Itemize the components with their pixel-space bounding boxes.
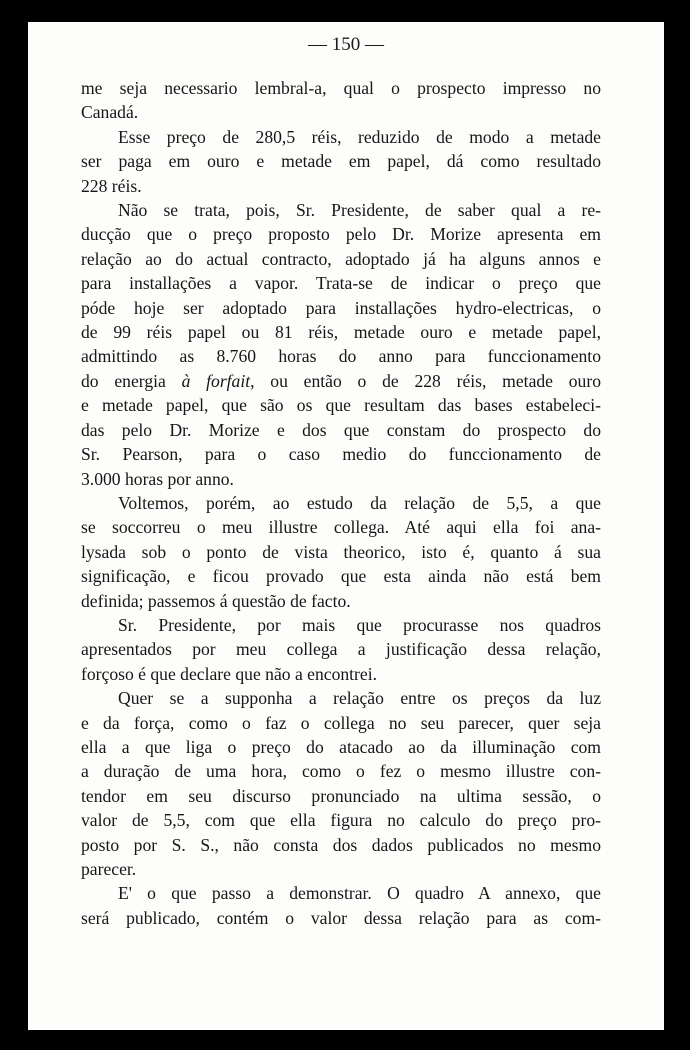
text-line: Esse preço de 280,5 réis, reduzido de modo a metade [118,126,601,147]
text-line: de 99 réis papel ou 81 réis, metade ouro e metade papel, [81,322,601,343]
italic-phrase: à forfait [181,370,251,391]
text-line: parecer. [81,859,137,879]
paragraph [81,491,601,613]
text-line: E' o que passo a demonstrar. O quadro A annexo, que [118,883,601,904]
text-line: posto por S. S., não consta dos dados publicados no mesmo [81,834,601,855]
text-line: e metade papel, que são os que resultam das bases estabeleci- [81,395,601,416]
text-line: me seja necessario lembral-a, qual o prospecto impresso no [81,78,601,98]
page-number: — 150 — [308,34,384,55]
text-line: ducção que o preço proposto pelo Dr. Morize apresenta em [81,224,601,245]
text-line: se soccorreu o meu illustre collega. Até aqui ella foi ana- [81,517,601,538]
text-line: ella a que liga o preço do atacado ao da illuminação com [81,736,601,757]
text-line: Voltemos, porém, ao estudo da relação de 5,5, a que [118,492,601,513]
text-line: a duração de uma hora, como o fez o mesmo illustre con- [81,761,601,782]
text-line: 3.000 horas por anno. [81,468,234,489]
text-line: definida; passemos á questão de facto. [81,590,351,611]
text-line: e da força, como o faz o collega no seu parecer, quer seja [81,712,601,733]
paragraph [81,881,601,930]
text-line: tendor em seu discurso pronunciado na ultima sessão, o [81,785,601,806]
text-line: apresentados por meu collega a justificação dessa relação, [81,639,601,660]
text-line: 228 réis. [81,175,142,196]
text-line: póde hoje ser adoptado para installações hydro-electricas, o [81,297,601,318]
text-line: valor de 5,5, com que ella figura no calculo do preço pro- [81,810,601,831]
text-line: admittindo as 8.760 horas do anno para funccionamento [81,346,601,367]
text-line: Não se trata, pois, Sr. Presidente, de saber qual a re- [118,200,601,221]
text-line: ser paga em ouro e metade em papel, dá como resultado [81,151,601,172]
text-line: Quer se a supponha a relação entre os preços da luz [118,688,601,709]
text-line: significação, e ficou provado que esta ainda não está bem [81,566,601,587]
book-page [28,22,664,1030]
text-line: será publicado, contém o valor dessa relação para as com- [81,907,601,928]
text-line: relação ao do actual contracto, adoptado já ha alguns annos e [81,248,601,269]
paragraph [81,198,601,491]
text-line: das pelo Dr. Morize e dos que constam do prospecto do [81,419,601,440]
paragraph [81,686,601,881]
paragraph [81,613,601,686]
text-line: Sr. Presidente, por mais que procurasse nos quadros [118,614,601,635]
paragraph [81,125,601,198]
paragraph [81,76,601,125]
text-line: Canadá. [81,102,139,123]
text-line: Sr. Pearson, para o caso medio do funccionamento de [81,444,601,465]
body-text [81,76,601,930]
text-line: do energia à forfait, ou então o de 228 réis, metade ouro [81,370,601,391]
text-line: forçoso é que declare que não a encontrei. [81,663,378,684]
text-line: para installações a vapor. Trata-se de indicar o preço que [81,273,601,294]
text-line: lysada sob o ponto de vista theorico, isto é, quanto á sua [81,541,601,562]
